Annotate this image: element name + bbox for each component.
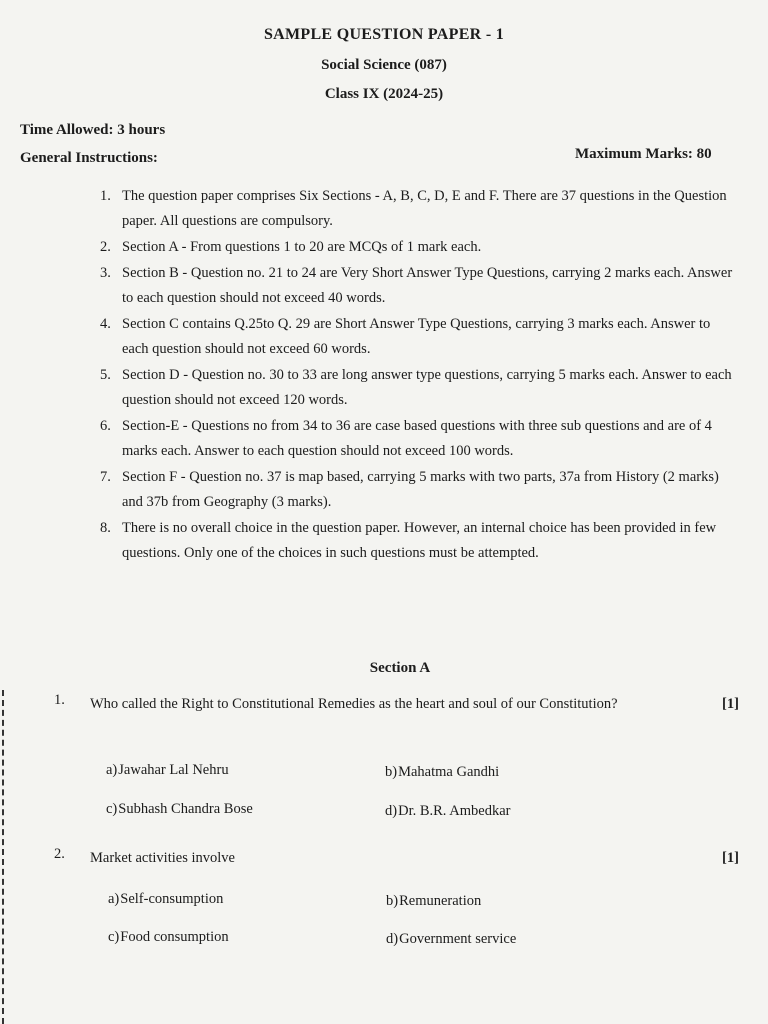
instruction-item xyxy=(100,414,740,464)
option-text: Dr. B.R. Ambedkar xyxy=(398,803,511,819)
option-text: Subhash Chandra Bose xyxy=(118,801,253,817)
instruction-text: Section B - Question no. 21 to 24 are Very Short Answer Type Questions, carrying 2 marks each. Answer to each question should not exceed 40 words. xyxy=(122,265,733,306)
instruction-item xyxy=(100,235,740,260)
instruction-number: 8. xyxy=(100,520,111,536)
instructions-list xyxy=(100,184,740,566)
option-a xyxy=(108,891,223,908)
paper-title: SAMPLE QUESTION PAPER - 1 xyxy=(263,26,505,43)
question-text: Market activities involve xyxy=(90,850,235,866)
time-allowed: Time Allowed: 3 hours xyxy=(20,122,166,138)
instruction-number: 1. xyxy=(100,188,111,204)
subject-line: Social Science (087) xyxy=(321,57,447,73)
instruction-item xyxy=(100,516,740,566)
option-c xyxy=(106,801,253,818)
instruction-item xyxy=(100,312,740,362)
maximum-marks: Maximum Marks: 80 xyxy=(575,146,712,162)
instruction-text: Section D - Question no. 30 to 33 are long answer type questions, carrying 5 marks each. Answer to each question should not exceed 120 words. xyxy=(122,367,732,408)
option-text: Government service xyxy=(399,931,517,947)
option-label: a) xyxy=(108,891,120,907)
instruction-text: There is no overall choice in the question paper. However, an internal choice has been provided in few questions. Only one of the choices in such questions must be attempted. xyxy=(122,520,717,561)
question-marks: [1] xyxy=(722,850,739,866)
instruction-item xyxy=(100,465,740,515)
instruction-number: 4. xyxy=(100,316,111,332)
option-label: c) xyxy=(108,929,120,945)
margin-dashed-line xyxy=(2,690,4,1024)
option-label: b) xyxy=(385,764,398,780)
instruction-number: 7. xyxy=(100,469,111,485)
option-label: d) xyxy=(386,931,399,947)
instruction-text: The question paper comprises Six Sections - A, B, C, D, E and F. There are 37 questions in the Question paper. All questions are compulsory. xyxy=(122,188,727,229)
option-text: Mahatma Gandhi xyxy=(398,764,500,780)
question-text: Who called the Right to Constitutional Remedies as the heart and soul of our Constitution? xyxy=(90,696,618,712)
instruction-item xyxy=(100,363,740,413)
instruction-number: 2. xyxy=(100,239,111,255)
question-number: 2. xyxy=(54,846,65,862)
option-d xyxy=(386,931,516,948)
option-c xyxy=(108,929,229,946)
question-marks: [1] xyxy=(722,696,739,712)
option-a xyxy=(106,762,229,779)
option-label: c) xyxy=(106,801,118,817)
instruction-text: Section F - Question no. 37 is map based, carrying 5 marks with two parts, 37a from History (2 marks) and 37b from Geography (3 marks). xyxy=(122,469,719,510)
option-d xyxy=(385,803,510,820)
instruction-text: Section C contains Q.25to Q. 29 are Short Answer Type Questions, carrying 3 marks each. Answer to each question should not exceed 60 words. xyxy=(122,316,711,357)
instruction-text: Section A - From questions 1 to 20 are MCQs of 1 mark each. xyxy=(122,239,482,255)
option-b xyxy=(385,764,499,781)
instruction-number: 3. xyxy=(100,265,111,281)
instruction-item xyxy=(100,261,740,311)
question-number: 1. xyxy=(54,692,65,708)
instruction-number: 6. xyxy=(100,418,111,434)
option-text: Remuneration xyxy=(399,893,482,909)
instruction-item xyxy=(100,184,740,234)
option-text: Jawahar Lal Nehru xyxy=(118,762,229,778)
option-label: d) xyxy=(385,803,398,819)
option-label: b) xyxy=(386,893,399,909)
option-text: Food consumption xyxy=(120,929,229,945)
class-year-line: Class IX (2024-25) xyxy=(324,86,444,102)
option-b xyxy=(386,893,481,910)
instruction-text: Section-E - Questions no from 34 to 36 are case based questions with three sub questions and are of 4 marks each. Answer to each question should not exceed 100 words. xyxy=(122,418,712,459)
option-label: a) xyxy=(106,762,118,778)
instruction-number: 5. xyxy=(100,367,111,383)
section-a-heading: Section A xyxy=(369,660,431,676)
general-instructions-heading: General Instructions: xyxy=(20,150,158,166)
option-text: Self-consumption xyxy=(120,891,224,907)
